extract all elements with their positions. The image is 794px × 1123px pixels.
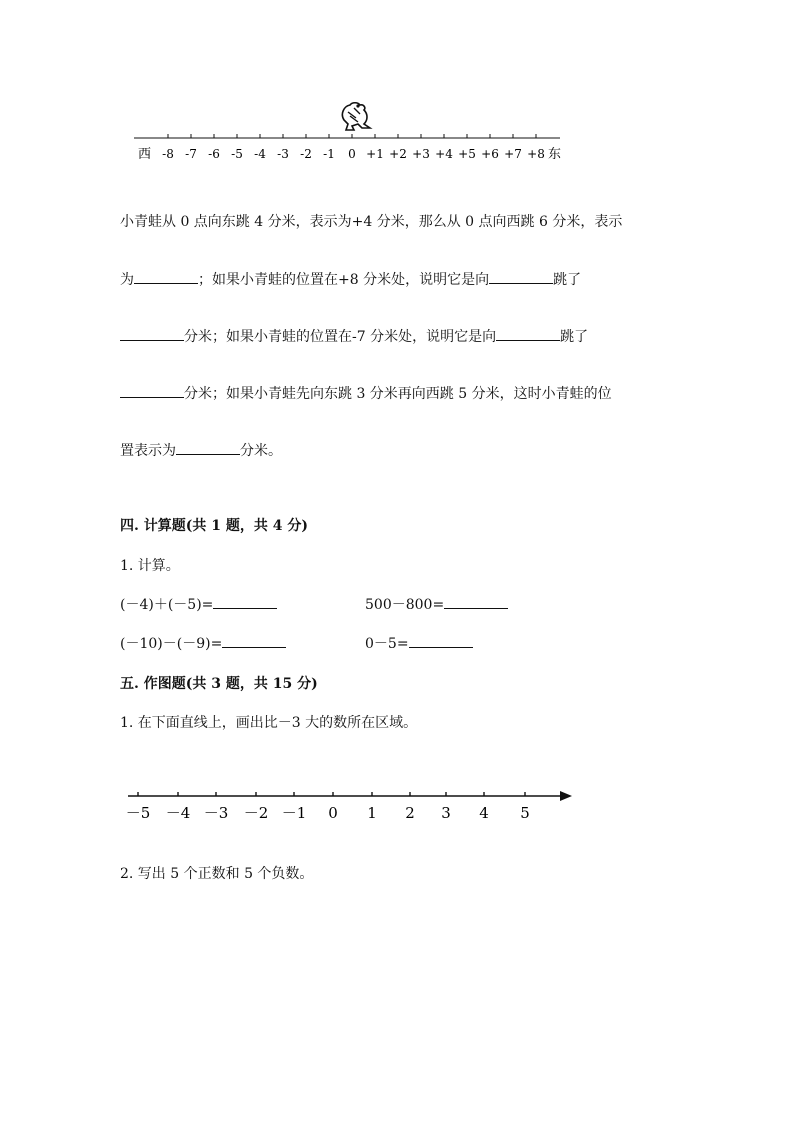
calc-expr-2 xyxy=(365,594,508,614)
expr-text: (－4)＋(－5)= xyxy=(120,597,214,613)
frog-icon xyxy=(342,103,370,130)
answer-blank[interactable] xyxy=(213,594,277,609)
arrow-head-icon xyxy=(560,791,572,801)
fill-text: 为 xyxy=(120,272,134,288)
tick-label: +7 xyxy=(504,147,522,161)
tick-label: +8 xyxy=(527,147,545,161)
answer-blank[interactable] xyxy=(120,326,184,341)
tick-label: －1 xyxy=(281,804,307,822)
fill-text: 分米；如果小青蛙的位置在-7 分米处，说明它是向 xyxy=(184,329,497,345)
answer-blank[interactable] xyxy=(176,440,240,455)
section-5-q1: 1. 在下面直线上，画出比－3 大的数所在区域。 xyxy=(120,715,418,731)
section-5-q2: 2. 写出 5 个正数和 5 个负数。 xyxy=(120,866,314,882)
tick-label: 0 xyxy=(328,804,338,822)
fill-line-1: 小青蛙从 0 点向东跳 4 分米，表示为+4 分米，那么从 0 点向西跳 6 分米，表示 xyxy=(120,214,623,230)
fill-line-4 xyxy=(120,383,612,404)
tick-label: -2 xyxy=(300,147,312,161)
answer-blank[interactable] xyxy=(222,633,286,648)
fill-text: 置表示为 xyxy=(120,443,176,459)
calc-expr-4 xyxy=(365,633,473,653)
answer-blank[interactable] xyxy=(409,633,473,648)
west-label: 西 xyxy=(138,147,152,162)
expr-text: (－10)－(－9)= xyxy=(120,636,223,652)
number-line-drawing[interactable] xyxy=(120,780,580,830)
tick-label: -5 xyxy=(231,147,243,161)
answer-blank[interactable] xyxy=(489,269,553,284)
tick-label: -1 xyxy=(323,147,335,161)
tick-label: +5 xyxy=(458,147,476,161)
tick-label: 5 xyxy=(520,804,530,822)
expr-text: 0－5= xyxy=(365,636,409,652)
fill-text: ；如果小青蛙的位置在+8 分米处，说明它是向 xyxy=(198,272,490,288)
section-4-q1: 1. 计算。 xyxy=(120,558,180,574)
fill-line-3 xyxy=(120,326,588,347)
answer-blank[interactable] xyxy=(496,326,560,341)
tick-label: 2 xyxy=(405,804,415,822)
answer-blank[interactable] xyxy=(120,383,184,398)
calc-expr-1 xyxy=(120,594,277,614)
fill-text: 跳了 xyxy=(553,272,582,288)
tick-label: -3 xyxy=(277,147,289,161)
tick-label: －5 xyxy=(125,804,151,822)
calc-expr-3 xyxy=(120,633,286,653)
tick-label: 0 xyxy=(348,147,356,161)
tick-label: 1 xyxy=(367,804,377,822)
fill-text: 分米；如果小青蛙先向东跳 3 分米再向西跳 5 分米，这时小青蛙的位 xyxy=(184,386,612,402)
tick-label: 3 xyxy=(441,804,451,822)
answer-blank[interactable] xyxy=(134,269,198,284)
number-line-east-west xyxy=(120,95,580,170)
expr-text: 500－800= xyxy=(365,597,445,613)
tick-label: －4 xyxy=(165,804,191,822)
fill-line-5 xyxy=(120,440,282,461)
tick-label: +4 xyxy=(435,147,453,161)
tick-label: -8 xyxy=(162,147,174,161)
tick-label: +3 xyxy=(412,147,430,161)
fill-text: 跳了 xyxy=(560,329,589,345)
section-5-title: 五. 作图题(共 3 题，共 15 分) xyxy=(120,676,318,692)
answer-blank[interactable] xyxy=(444,594,508,609)
fill-text: 分米。 xyxy=(240,443,282,459)
tick-label: －3 xyxy=(203,804,229,822)
tick-label: +2 xyxy=(389,147,407,161)
tick-label: +1 xyxy=(366,147,384,161)
tick-label: -4 xyxy=(254,147,266,161)
east-label: 东 xyxy=(548,147,562,162)
tick-label: +6 xyxy=(481,147,499,161)
section-4-title: 四. 计算题(共 1 题，共 4 分) xyxy=(120,518,308,534)
tick-label: 4 xyxy=(479,804,489,822)
tick-label: -7 xyxy=(185,147,197,161)
fill-line-2 xyxy=(120,269,581,290)
tick-label: -6 xyxy=(208,147,220,161)
tick-label: －2 xyxy=(243,804,269,822)
